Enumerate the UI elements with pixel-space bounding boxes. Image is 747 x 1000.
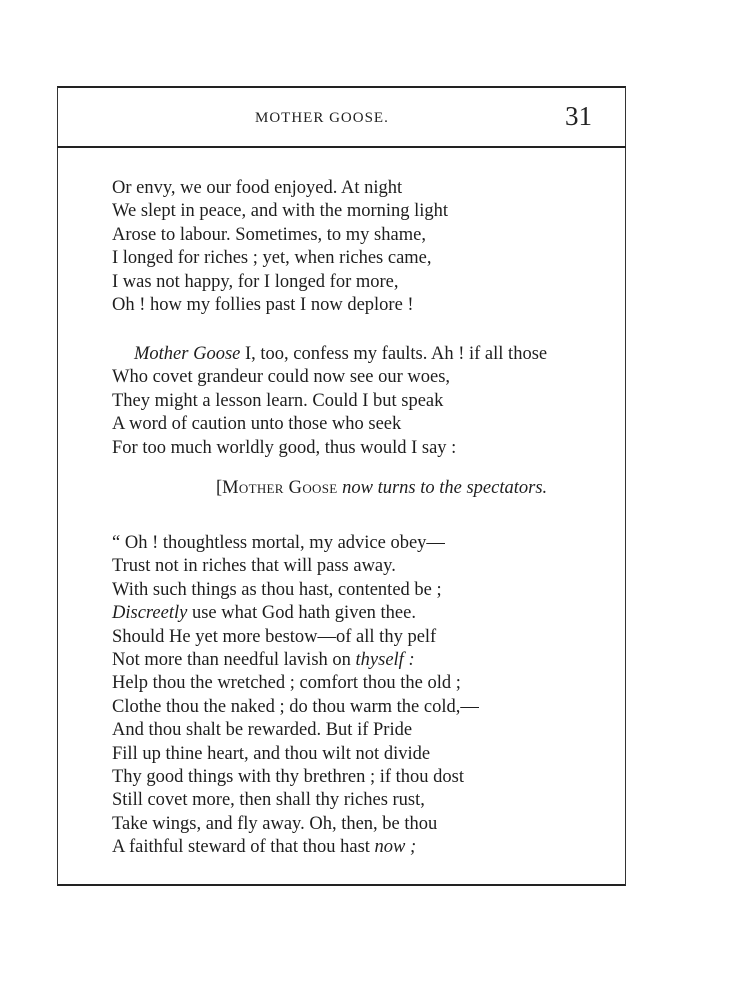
verse-line: Arose to labour. Sometimes, to my shame, — [112, 224, 426, 245]
page-number: 31 — [565, 101, 592, 131]
verse-line: And thou shalt be rewarded. But if Pride — [112, 720, 413, 741]
verse-line — [112, 836, 602, 859]
verse-line: A word of caution unto those who seek — [112, 414, 402, 435]
verse-line: Still covet more, then shall thy riches rust, — [112, 790, 425, 811]
passage-three — [112, 532, 602, 859]
verse-line: I was not happy, for I longed for more, — [112, 271, 399, 292]
running-title: MOTHER GOOSE. — [255, 110, 389, 126]
verse-text: A faithful steward of that thou hast — [112, 837, 375, 858]
verse-line: Fill up thine heart, and thou wilt not divide — [112, 743, 431, 764]
verse-line: Should He yet more bestow—of all thy pelf — [112, 626, 437, 647]
verse-line — [112, 602, 602, 625]
italic-word: thyself : — [355, 649, 415, 670]
verse-line: We slept in peace, and with the morning light — [112, 201, 449, 222]
speaker-name: Mother Goose — [134, 344, 241, 364]
verse-line: For too much worldly good, thus would I say : — [112, 437, 457, 458]
verse-text: Not more than needful lavish on — [112, 649, 356, 670]
stage-action: now turns to the spectators. — [337, 478, 548, 498]
verse-line: Oh ! how my follies past I now deplore ! — [112, 294, 414, 315]
verse-line: Trust not in riches that will pass away. — [112, 556, 396, 577]
stage-direction — [216, 478, 547, 499]
verse-line: I longed for riches ; yet, when riches came, — [112, 248, 432, 269]
verse-line: Or envy, we our food enjoyed. At night — [112, 178, 403, 198]
verse-line: They might a lesson learn. Could I but speak — [112, 390, 444, 411]
passage-one — [112, 177, 602, 317]
verse-line: With such things as thou hast, contented be ; — [112, 579, 442, 600]
verse-line: Take wings, and fly away. Oh, then, be thou — [112, 813, 438, 834]
verse-line: Help thou the wretched ; comfort thou the old ; — [112, 673, 461, 694]
speech-first-line — [112, 343, 602, 366]
verse-line: Thy good things with thy brethren ; if thou dost — [112, 766, 464, 787]
italic-word: now ; — [374, 837, 417, 858]
italic-word: Discreetly — [112, 603, 188, 624]
stage-character-name: Mother Goose — [222, 478, 338, 498]
verse-line — [112, 649, 602, 672]
stage-bracket: [ — [216, 478, 223, 498]
speech-text: I, too, confess my faults. Ah ! if all those — [240, 344, 548, 364]
passage-two — [112, 343, 602, 460]
verse-text: use what God hath given thee. — [187, 603, 416, 624]
verse-line: “ Oh ! thoughtless mortal, my advice obey— — [112, 533, 445, 553]
verse-line: Clothe thou the naked ; do thou warm the cold,— — [112, 696, 479, 717]
verse-line: Who covet grandeur could now see our woes, — [112, 367, 451, 388]
header-rule — [57, 146, 626, 148]
